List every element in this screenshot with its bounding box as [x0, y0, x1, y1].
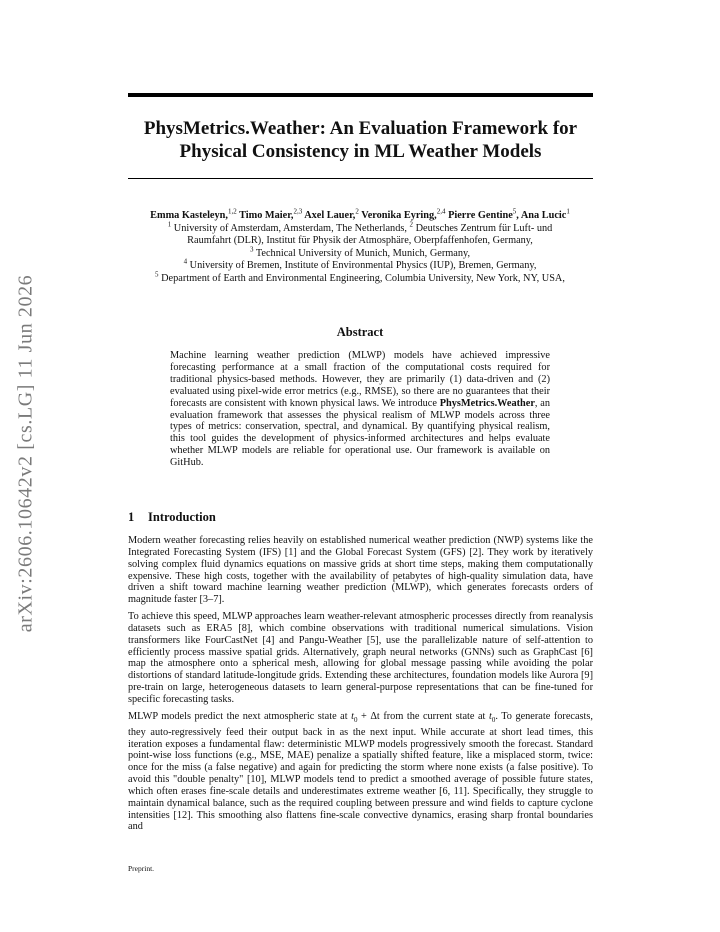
author: Veronika Eyring,$^{2,4}$	[361, 207, 446, 221]
affiliation-line: $^5$ Department of Earth and Environmental Engineering, Columbia University, New York, NY, USA,	[155, 270, 565, 284]
abstract-heading: Abstract	[336, 325, 384, 339]
paper-title: PhysMetrics.Weather: An Evaluation Framework for Physical Consistency in ML Weather Models	[143, 118, 578, 162]
section-body	[128, 535, 593, 838]
paragraph: MLWP models predict the next atmospheric state at $t_0 + \Delta t$ from the current state at $t_0$. To generate forecasts, they auto-regressively feed their output back in as the next input. While accurate at short lead times, this iteration exposes a fundamental flaw: deterministic MLWP models progressively smooth the forecast. Standard point-wise loss functions (e.g., MSE, MAE) penalize a spatially shifted feature, like a misplaced storm, twice: once for the miss (a false negative) and again for predicting the storm where none exists (a false positive). To avoid this "double penalty" [10], MLWP models tend to predict a smoothed average of possible future states, which often erases fine-scale details and underestimates extreme weather [6, 11]. Specifically, they struggle to maintain dynamical balance, such as the required coupling between pressure and wind fields to capture cyclone intensities [12]. This smoothing also flattens fine-scale convective dynamics, erasing sharp frontal boundaries and	[128, 710, 593, 833]
paragraph: Modern weather forecasting relies heavily on established numerical weather prediction (NWP) systems like the Integrated Forecasting System (IFS) [1] and the Global Forecast System (GFS) [2]. They work by iteratively solving complex fluid dynamics equations on massive grids at short time steps, making them computationally expensive. These high costs, together with the availability of petabytes of high-quality simulation data, have driven a shift toward machine learning weather prediction (MLWP), which generates forecasts orders of magnitude faster [3–7].	[128, 535, 593, 606]
math-inline: t	[488, 710, 492, 722]
abstract-text: Machine learning weather prediction (MLWP) models have achieved impressive forecasting performance at a small fraction of the computational costs required for traditional physics-based methods. However, they are primarily (1) data-driven and (2) evaluated using pixel-wide error metrics (e.g., RMSE), so there are no guarantees that their forecasts are consistent with known physical laws. We introduce PhysMetrics.Weather, an evaluation framework that assesses the physical realism of MLWP models across three types of metrics: conservation, spectral, and dynamical. By quantifying physical realism, this tool guides the development of physics-informed architectures and helps evaluate whether MLWP models are reliable for operational use. Our framework is available on GitHub.	[170, 350, 550, 469]
author: Pierre Gentine$^5$	[448, 207, 517, 221]
affiliation-line: $^3$ Technical University of Munich, Munich, Germany,	[249, 245, 471, 259]
author: Timo Maier,$^{2,3}$	[239, 207, 303, 221]
author: Emma Kasteleyn,$^{1,2}$	[150, 207, 237, 221]
arxiv-id[interactable]: arXiv:2606.10642v2 [cs.LG] 11 Jun 2026	[14, 274, 37, 632]
arxiv-watermark	[7, 262, 45, 644]
paragraph: To achieve this speed, MLWP approaches learn weather-relevant atmospheric processes directly from reanalysis datasets such as ERA5 [8], which combine observations with traditional numerical simulations. Vision transformers like FourCastNet [4] and Pangu-Weather [5], use the parallelizable nature of self-attention to efficiently process massive spatial grids. Alternatively, graph neural networks (GNNs) such as GraphCast [6] map the atmosphere onto a spherical mesh, allowing for global message passing while avoiding the polar distortions of standard latitude-longitude grids. Extending these architectures, foundation models like Aurora [9] pre-train on large, heterogeneous datasets to learn general-purpose representations that can be fine-tuned for specific forecasting tasks.	[128, 611, 593, 705]
framework-name: PhysMetrics.Weather	[439, 397, 535, 409]
author-block	[100, 207, 620, 286]
affiliation-line: $^1$ University of Amsterdam, Amsterdam, The Netherlands, $^2$ Deutsches Zentrum für Luft- und	[167, 220, 553, 234]
title-rule-top	[128, 93, 593, 97]
author: , Ana Lucic$^1$	[516, 207, 570, 221]
math-inline: t	[351, 710, 354, 722]
footnote: Preprint.	[128, 864, 155, 873]
affiliation-line: $^4$ University of Bremen, Institute of Environmental Physics (IUP), Bremen, Germany,	[183, 257, 537, 272]
title-rule-bottom	[128, 178, 593, 179]
affiliation-line: Raumfahrt (DLR), Institut für Physik der Atmosphäre, Oberpfaffenhofen, Germany,	[187, 235, 533, 247]
author-list	[100, 207, 620, 223]
author: Axel Lauer,$^2$	[304, 207, 359, 221]
section-heading: 1 Introduction	[128, 510, 216, 524]
